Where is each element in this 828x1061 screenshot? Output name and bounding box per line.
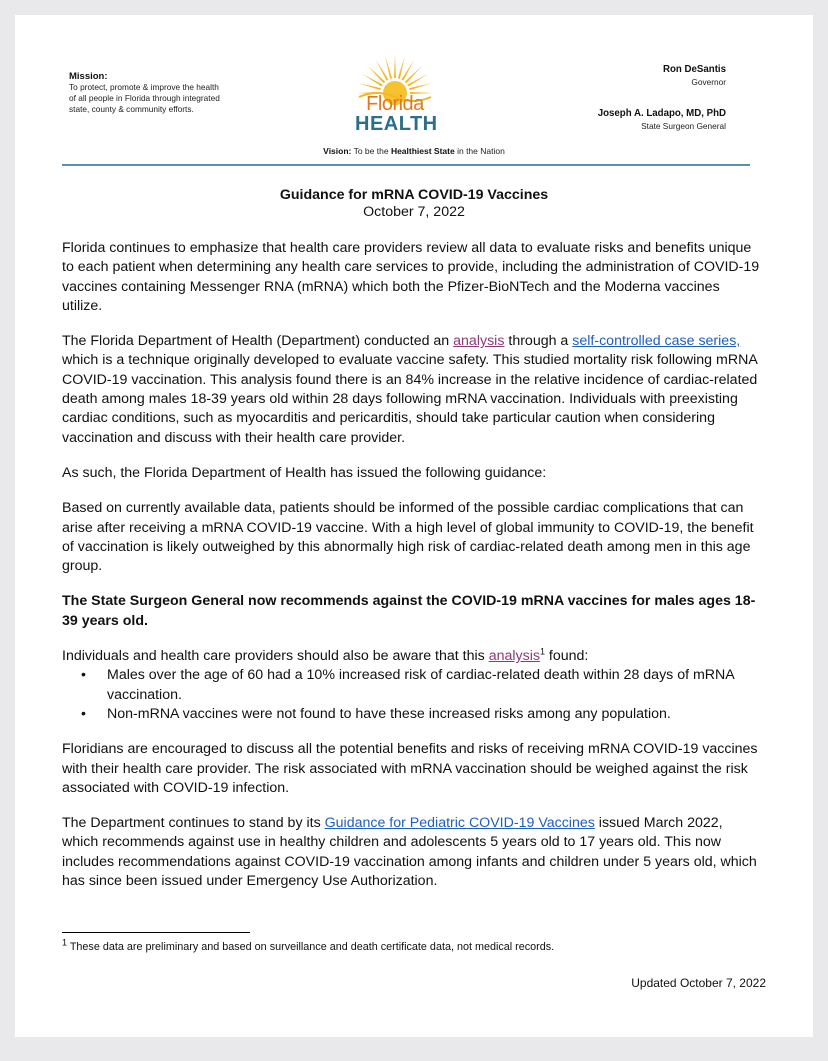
vision-label: Vision:: [323, 146, 352, 156]
document-title: Guidance for mRNA COVID-19 Vaccines: [279, 187, 549, 203]
mission-label: Mission:: [69, 71, 108, 82]
sun-ray: [358, 83, 381, 90]
text-span: The Department continues to stand by its: [62, 815, 321, 832]
bullet-marker: •: [81, 705, 86, 722]
mission-line: of all people in Florida through integrated: [69, 93, 220, 103]
footnote-text: These data are preliminary and based on surveillance and death certificate data, not medical records.: [69, 941, 555, 953]
vision-bold: Healthiest State: [390, 146, 455, 156]
paragraph-encourage: Floridians are encouraged to discuss all the potential benefits and risks of receiving mRNA COVID-19 vaccines with their health care provider. The risk associated with mRNA vaccination should be weighed against the risk associated with COVID-19 infection.: [62, 741, 758, 796]
vision-statement: [15, 146, 813, 156]
list-item: [81, 666, 762, 705]
footnote-mark: 1: [62, 937, 68, 948]
pediatric-guidance-link[interactable]: Guidance for Pediatric COVID-19 Vaccines: [324, 815, 595, 832]
sun-ray: [368, 66, 385, 83]
text-span: which is a technique originally developed to evaluate vaccine safety. This studied mortality risk following mRNA COVID-19 vaccination. This analysis found there is an 84% increase in the relative incidence of cardiac-related death among males 18-39 years old within 28 days following mRNA vaccination. Individuals with preexisting cardiac conditions, such as myocarditis and pericarditis, should take particular caution when considering vaccination and discuss with their health care provider.: [62, 352, 758, 446]
surgeon-general-name: Joseph A. Ladapo, MD, PhD: [597, 108, 726, 119]
findings-list: [62, 666, 762, 724]
paragraph-intro: Florida continues to emphasize that health care providers review all data to evaluate risks and benefits unique to each patient when determining any health care services to provide, including the administration of COVID-19 vaccines containing Messenger RNA (mRNA) which both the Pfizer-BioNTech and the Moderna vaccines utilize.: [62, 240, 760, 314]
governor-name: Ron DeSantis: [663, 64, 726, 75]
sun-ray: [405, 66, 422, 83]
surgeon-general-title: State Surgeon General: [641, 121, 726, 131]
footnote: [62, 937, 555, 953]
sun-ray: [362, 74, 383, 86]
self-controlled-case-series-link[interactable]: self-controlled case series,: [572, 333, 741, 350]
sun-ray: [409, 83, 432, 90]
mission-line: state, county & community efforts.: [69, 104, 194, 114]
document-page: [15, 15, 813, 1037]
text-span: issued March 2022, which recommends against use in healthy children and adolescents 5 years old to 17 years old. This now includes recommendations against COVID-19 vaccination among infants and children under 5 years old, which has since been issued under Emergency Use Authorization.: [62, 815, 757, 890]
sun-ray: [376, 60, 388, 81]
text-span: Individuals and health care providers should also be aware that this: [62, 648, 485, 665]
paragraph-guidance-intro: As such, the Florida Department of Health has issued the following guidance:: [62, 464, 547, 481]
text-span: found:: [548, 648, 589, 665]
document-body: [62, 239, 762, 907]
sun-ray: [385, 56, 392, 79]
paragraph-aware: [62, 647, 762, 666]
vision-post: in the Nation: [457, 146, 505, 156]
paragraph-analysis: [62, 332, 762, 448]
mission-line: To protect, promote & improve the health: [69, 82, 219, 92]
governor-title: Governor: [691, 77, 726, 87]
footnote-ref: 1: [539, 646, 545, 657]
text-span: The Florida Department of Health (Department) conducted an: [62, 333, 450, 350]
recommendation-bold: The State Surgeon General now recommends against the COVID-19 mRNA vaccines for males ages 18-39 years old.: [62, 593, 756, 629]
document-date: October 7, 2022: [363, 204, 465, 220]
sun-ray: [398, 56, 405, 79]
analysis-link[interactable]: analysis: [453, 333, 505, 350]
surgeon-general-block: [598, 108, 726, 132]
paragraph-recommendation: [62, 592, 762, 631]
list-item-text: Non-mRNA vaccines were not found to have these increased risks among any population.: [107, 705, 671, 722]
updated-date: Updated October 7, 2022: [631, 976, 766, 990]
sun-ray: [394, 55, 396, 78]
footnote-divider: [62, 932, 250, 933]
logo-text-florida: Florida: [366, 93, 424, 115]
list-item: [81, 705, 762, 724]
header-divider: [62, 164, 750, 166]
logo-text-health: HEALTH: [355, 113, 438, 135]
analysis-link-2[interactable]: analysis: [488, 648, 540, 665]
text-span: through a: [508, 333, 569, 350]
governor-block: [663, 64, 726, 88]
paragraph-data: Based on currently available data, patients should be informed of the possible cardiac complications that can arise after receiving a mRNA COVID-19 vaccine. With a high level of global immunity to COVID-19, the benefit of vaccination is likely outweighed by this abnormally high risk of cardiac-related death among men in this age group.: [62, 500, 754, 575]
sun-ray: [407, 74, 428, 86]
list-item-text: Males over the age of 60 had a 10% increased risk of cardiac-related death within 28 days of mRNA vaccination.: [107, 667, 734, 703]
sun-ray: [402, 60, 414, 81]
vision-pre: To be the: [353, 146, 389, 156]
paragraph-pediatric: [62, 814, 762, 891]
mission-statement: [69, 71, 259, 115]
bullet-marker: •: [81, 667, 86, 684]
